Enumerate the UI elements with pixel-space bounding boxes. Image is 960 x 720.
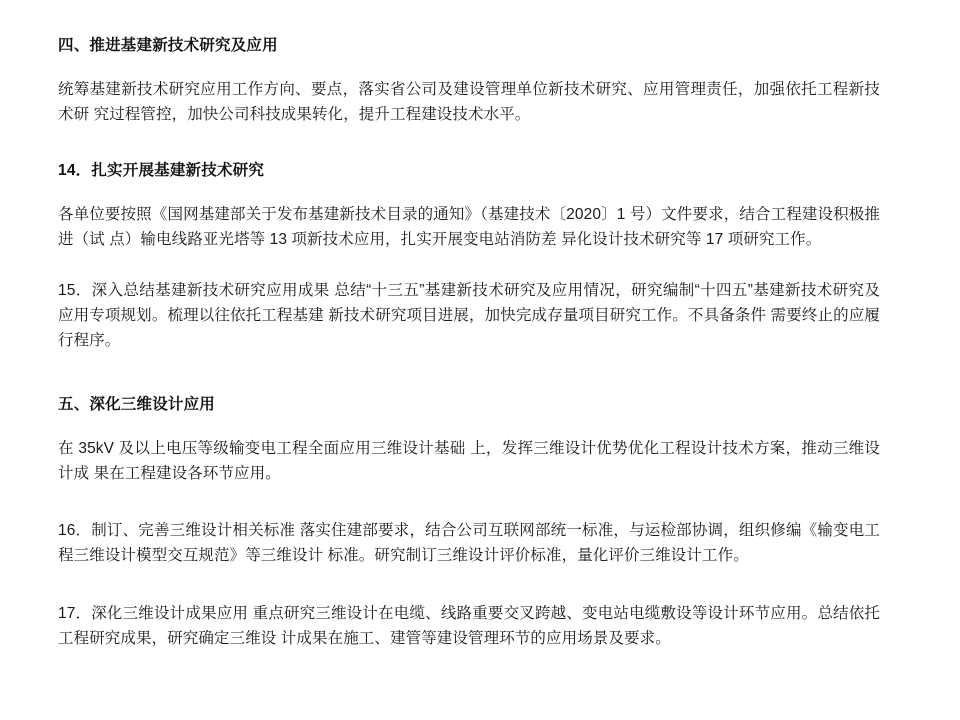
document-body <box>58 34 880 651</box>
item-14-heading: 14．扎实开展基建新技术研究 <box>58 162 265 180</box>
section-four-intro-paragraph: 统筹基建新技术研究应用工作方向、要点，落实省公司及建设管理单位新技术研究、应用管理责任，加强依托工程新技术研 究过程管控，加快公司科技成果转化，提升工程建设技术水平。 <box>58 80 880 123</box>
section-heading-four: 四、推进基建新技术研究及应用 <box>58 37 278 54</box>
section-heading-five: 五、深化三维设计应用 <box>58 396 216 414</box>
item-17-paragraph: 17．深化三维设计成果应用 重点研究三维设计在电缆、线路重要交叉跨越、变电站电缆敷设等设计环节应用。总结依托工程研究成果，研究确定三维设 计成果在施工、建管等建设管理环节的应用场景及要求。 <box>58 604 880 647</box>
item-16-paragraph: 16．制订、完善三维设计相关标准 落实住建部要求，结合公司互联网部统一标准，与运检部协调，组织修编《输变电工程三维设计模型交互规范》等三维设计 标准。研究制订三维设计评价标准，量化评价三维设计工作。 <box>58 522 880 565</box>
item-14-paragraph: 各单位要按照《国网基建部关于发布基建新技术目录的通知》（基建技术〔2020〕1 号）文件要求，结合工程建设积极推进（试 点）输电线路亚光塔等 13 项新技术应用，扎实开展变电站消防差 异化设计技术研究等 17 项研究工作。 <box>58 205 880 248</box>
spacer <box>58 379 880 393</box>
section-five-intro-paragraph: 在 35kV 及以上电压等级输变电工程全面应用三维设计基础 上，发挥三维设计优势优化工程设计技术方案，推动三维设计成 果在工程建设各环节应用。 <box>58 440 880 483</box>
item-15-paragraph: 15．深入总结基建新技术研究应用成果 总结“十三五”基建新技术研究及应用情况，研究编制“十四五”基建新技术研究及应用专项规划。梳理以往依托工程基建 新技术研究项目进展，加快完成存量项目研究工作。不具备条件 需要终止的应履行程序。 <box>58 282 880 350</box>
